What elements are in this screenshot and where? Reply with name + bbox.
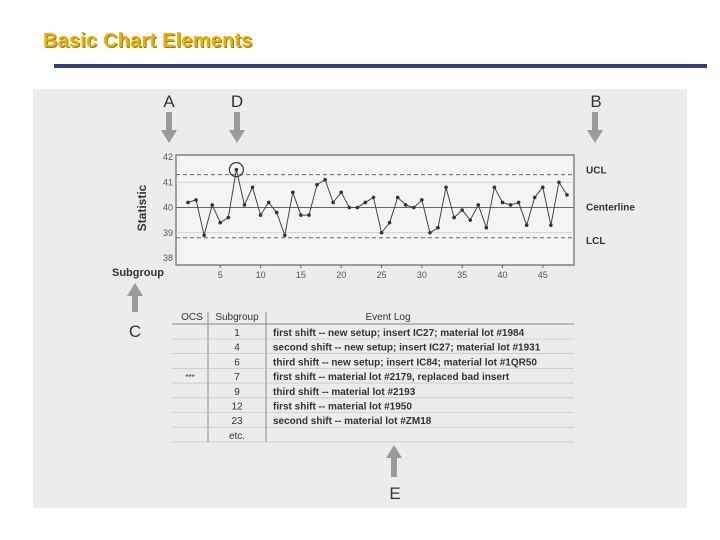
- callout-label-d: D: [230, 92, 244, 111]
- data-point: [557, 180, 561, 184]
- callout-arrow-a: [161, 112, 177, 143]
- data-point: [509, 203, 513, 207]
- table-cell-subgroup: 6: [234, 357, 240, 369]
- data-point: [549, 223, 553, 227]
- data-point: [380, 231, 384, 235]
- x-tick-label: 10: [255, 270, 266, 280]
- table-cell-subgroup: 23: [231, 416, 243, 428]
- table-cell-event: third shift -- new setup; insert IC84; material lot #1QR50: [273, 357, 537, 369]
- data-point: [388, 221, 392, 225]
- table-cell-event: first shift -- new setup; insert IC27; material lot #1984: [273, 328, 525, 339]
- data-point: [493, 186, 497, 190]
- callout-label-a: A: [163, 92, 175, 111]
- callout-label-b: B: [590, 92, 602, 111]
- table-rows: [172, 328, 574, 442]
- data-point: [436, 226, 440, 230]
- data-point: [194, 198, 198, 202]
- data-point: [356, 206, 360, 210]
- callout-arrow-d: [229, 112, 245, 143]
- x-tick-labels: [218, 265, 548, 280]
- table-cell-subgroup: 4: [234, 342, 240, 354]
- data-point: [186, 201, 190, 205]
- data-point: [291, 191, 295, 195]
- data-point: [444, 186, 448, 190]
- data-point: [235, 168, 239, 172]
- y-tick-label: 38: [162, 253, 173, 263]
- callout-arrow-e: [386, 445, 402, 477]
- callout-arrow-b: [587, 112, 603, 143]
- table-cell-event: second shift -- material lot #ZM18: [273, 416, 432, 428]
- data-point: [283, 233, 287, 237]
- x-tick-label: 15: [295, 270, 306, 280]
- data-point: [428, 231, 432, 235]
- data-point: [218, 221, 222, 225]
- data-point: [267, 201, 271, 205]
- x-tick-label: 20: [336, 270, 347, 280]
- table-cell-event: first shift -- material lot #1950: [273, 401, 412, 413]
- data-point: [533, 196, 537, 200]
- table-cell-subgroup: 1: [234, 328, 240, 339]
- data-point: [396, 196, 400, 200]
- event-log-table: [172, 312, 574, 442]
- x-tick-label: 25: [376, 270, 387, 280]
- data-point: [243, 203, 247, 207]
- y-tick-label: 41: [162, 177, 173, 188]
- table-cell-subgroup: 12: [231, 401, 243, 413]
- data-point: [452, 216, 456, 220]
- y-tick-label: 40: [162, 202, 173, 213]
- data-point: [210, 203, 214, 207]
- data-point: [525, 223, 529, 227]
- table-cell-subgroup: etc.: [228, 430, 246, 442]
- data-point: [501, 201, 505, 205]
- data-point: [275, 211, 279, 215]
- data-point: [468, 218, 472, 222]
- table-header-event-log: Event Log: [365, 312, 411, 323]
- data-point: [485, 226, 489, 230]
- data-point: [517, 201, 521, 205]
- table-cell-subgroup: 9: [234, 386, 240, 398]
- data-point: [565, 193, 569, 197]
- data-point: [420, 198, 424, 202]
- data-point: [227, 216, 231, 220]
- data-point: [299, 213, 303, 217]
- table-cell-ocs: ***: [185, 373, 195, 383]
- data-point: [339, 191, 343, 195]
- table-cell-event: third shift -- material lot #2193: [273, 386, 416, 398]
- data-point: [412, 206, 416, 210]
- ucl-label: UCL: [586, 165, 607, 177]
- callout-arrow-c: [127, 283, 143, 312]
- limit-labels: [586, 166, 635, 247]
- x-tick-label: 40: [497, 270, 508, 280]
- y-tick-labels: [163, 152, 173, 263]
- data-point: [364, 201, 368, 205]
- y-axis-label: Statistic: [135, 184, 149, 232]
- x-tick-label: 5: [217, 270, 223, 280]
- x-tick-label: 35: [457, 270, 468, 280]
- data-point: [372, 196, 376, 200]
- data-point: [202, 233, 206, 237]
- y-tick-label: 42: [162, 152, 173, 162]
- x-axis-label: Subgroup: [112, 267, 164, 279]
- callout-label-e: E: [389, 484, 401, 503]
- lcl-label: LCL: [586, 235, 606, 247]
- table-cell-event: second shift -- new setup; insert IC27; material lot #1931: [273, 342, 541, 354]
- table-cell-subgroup: 7: [234, 372, 240, 384]
- data-point: [307, 213, 311, 217]
- data-point: [347, 206, 351, 210]
- table-cell-event: first shift -- material lot #2179, replaced bad insert: [273, 372, 510, 384]
- data-point: [476, 203, 480, 207]
- data-point: [315, 183, 319, 187]
- data-point: [323, 178, 327, 182]
- data-point: [251, 186, 255, 190]
- slide-title: Basic Chart Elements: [43, 30, 253, 52]
- data-point: [331, 201, 335, 205]
- table-header-subgroup: Subgroup: [215, 312, 259, 323]
- data-point: [541, 186, 545, 190]
- callout-label-c: C: [128, 322, 142, 341]
- table-header-ocs: OCS: [181, 312, 203, 323]
- data-point: [259, 213, 263, 217]
- y-tick-label: 39: [162, 227, 173, 238]
- data-point: [404, 203, 408, 207]
- data-point: [460, 208, 464, 212]
- centerline-label: Centerline: [586, 202, 635, 214]
- x-tick-label: 30: [416, 270, 427, 280]
- x-tick-label: 45: [537, 270, 548, 280]
